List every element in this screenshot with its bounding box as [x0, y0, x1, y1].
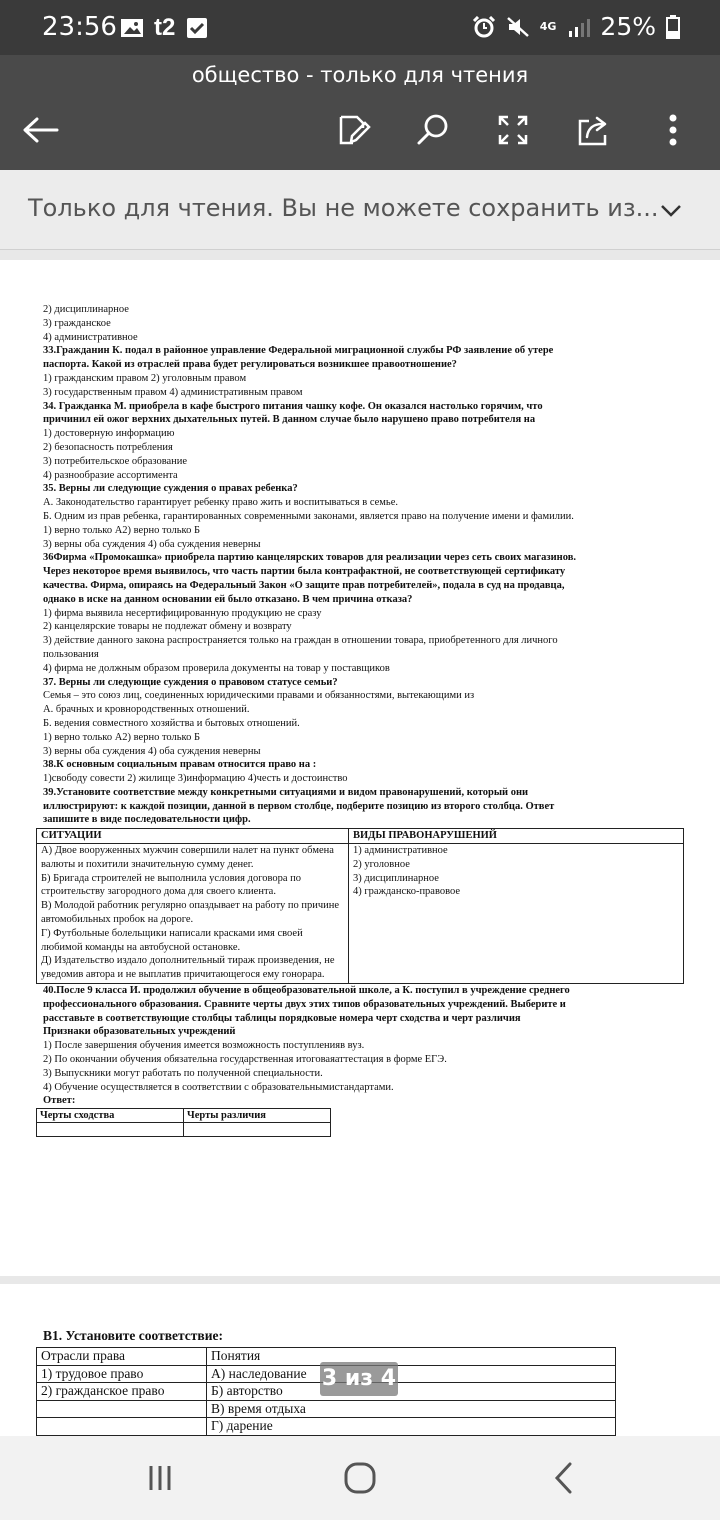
document-line: 1) гражданским правом 2) уголовным правом [43, 372, 247, 384]
document-line: 1) достоверную информацию [43, 428, 175, 440]
questions-block-bottom [43, 984, 683, 1108]
signal-icon [566, 16, 590, 38]
page-indicator: 3 из 4 [320, 1362, 398, 1396]
more-vertical-icon [668, 113, 678, 147]
table-header-situations: СИТУАЦИИ [37, 829, 349, 844]
table-header-offenses: ВИДЫ ПРАВОНАРУШЕНИЙ [349, 829, 684, 844]
battery-icon [666, 15, 680, 39]
search-button[interactable] [410, 107, 456, 153]
document-line: А. брачных и кровнородственных отношений. [43, 704, 250, 716]
document-line: 4) Обучение осуществляется в соответствии с образовательнымистандартами. [43, 1081, 394, 1093]
document-line: А. Законодательство гарантирует ребенку право жить и воспитываться в семье. [43, 497, 398, 509]
document-page [0, 260, 720, 1276]
app-toolbar [0, 55, 720, 170]
edit-button[interactable] [330, 107, 376, 153]
recent-apps-button[interactable] [140, 1458, 180, 1498]
document-line: 3) гражданское [43, 317, 111, 329]
document-line: расставьте в соответствующие столбцы таблицы порядковые номера черт сходства и черт различия [43, 1012, 521, 1024]
document-line: 2) По окончании обучения обязательна государственная итоговаяаттестация в форме ЕГЭ. [43, 1054, 447, 1066]
offense-item: 2) уголовное [353, 858, 410, 870]
fullscreen-icon [496, 113, 530, 147]
answer-col-differences: Черты различия [184, 1109, 331, 1123]
network-type: 4G [539, 19, 557, 33]
document-line: 39.Установите соответствие между конкретными ситуациями и видом правонарушений, который они [43, 786, 529, 798]
mute-icon [506, 16, 530, 38]
document-line: качества. Фирма, опираясь на Федеральный Закон «О защите прав потребителей», подала в суд на продавца, [43, 579, 565, 591]
document-line: 3) Выпускники могут работать по полученной специальности. [43, 1067, 323, 1079]
chevron-left-icon [552, 1461, 576, 1495]
document-title: общество - только для чтения [191, 63, 529, 87]
battery-percent: 25% [600, 12, 656, 41]
document-line: 4) разнообразие ассортимента [43, 469, 178, 481]
home-button[interactable] [340, 1458, 380, 1498]
document-line: Б. Одним из прав ребенка, гарантированных современными законами, является право на получение имени и фамилии. [43, 510, 574, 522]
offense-item: 3) дисциплинарное [353, 872, 439, 884]
chevron-down-icon[interactable] [658, 198, 684, 224]
document-page-next [0, 1284, 720, 1436]
offenses-cell [349, 844, 684, 984]
document-line: 3) государственным правом 4) административным правом [43, 386, 303, 398]
document-line: 2) безопасность потребления [43, 441, 173, 453]
document-line: профессионального образования. Сравните черты двух этих типов образовательных учреждений. Выберите и [43, 998, 566, 1010]
status-bar [0, 0, 720, 55]
offense-item: 1) административное [353, 845, 448, 857]
document-line: 4) административное [43, 331, 138, 343]
document-line: Ответ: [43, 1095, 76, 1107]
read-only-message: Только для чтения. Вы не можете сохранить из... [28, 194, 659, 222]
document-line: Через некоторое время выявилось, что часть партии была контрафактной, не соответствующей сертификату [43, 566, 566, 578]
b1-cell: 2) гражданское право [37, 1383, 207, 1401]
document-line: 2) дисциплинарное [43, 304, 129, 315]
task-b1-title: В1. Установите соответствие: [43, 1328, 223, 1343]
document-line: 4) фирма не должным образом проверила документы на товар у поставщиков [43, 662, 390, 674]
document-line: пользования [43, 648, 99, 660]
document-line: 37. Верны ли следующие суждения о правовом статусе семьи? [43, 676, 338, 688]
document-line: 1) верно только А2) верно только Б [43, 731, 201, 743]
status-time: 23:56 [42, 12, 117, 42]
b1-cell: 1) трудовое право [37, 1365, 207, 1383]
document-line: иллюстрируют: к каждой позиции, данной в первом столбце, подберите позицию из второго столбца. Ответ [43, 800, 555, 812]
document-line: запишите в виде последовательности цифр. [43, 814, 251, 826]
answer-cell [37, 1123, 184, 1137]
share-button[interactable] [570, 107, 616, 153]
status-left-icons [120, 14, 209, 42]
edit-document-icon [335, 112, 371, 148]
b1-header-branches: Отрасли права [37, 1348, 207, 1366]
answer-table [36, 1108, 331, 1137]
read-only-banner[interactable] [0, 170, 720, 250]
answer-cell [184, 1123, 331, 1137]
document-line: причинил ей ожог верхних дыхательных путей. В данном случае было нарушено право потребителя на [43, 414, 536, 426]
arrow-left-icon [21, 115, 61, 145]
document-line: 1) После завершения обучения имеется возможность поступленияв вуз. [43, 1040, 365, 1052]
carrier-label: t2 [154, 14, 176, 41]
alarm-icon [472, 16, 496, 38]
document-line: 3) действие данного закона распространяется только на граждан в отношении товара, приобретенного для личного [43, 635, 558, 647]
document-line: 3) потребительское образование [43, 455, 188, 467]
situation-item: Б) Бригада строителей не выполнила условия договора по строительству загородного дома для своего клиента. [41, 872, 302, 898]
recent-apps-icon [145, 1463, 175, 1493]
document-line: 36Фирма «Промокашка» приобрела партию канцелярских товаров для реализации через сеть своих магазинов. [43, 552, 576, 564]
document-line: 1) верно только А2) верно только Б [43, 524, 201, 536]
situations-table [36, 828, 684, 984]
b1-header-concepts: Понятия [207, 1348, 616, 1366]
document-line: 40.После 9 класса И. продолжил обучение в общеобразовательной школе, а К. поступил в учреждение среднего [43, 985, 570, 997]
status-right-icons [472, 12, 680, 41]
b1-cell: Г) дарение [207, 1418, 616, 1436]
fullscreen-button[interactable] [490, 107, 536, 153]
document-line: паспорта. Какой из отраслей права будет регулироваться возникшее правоотношение? [43, 359, 457, 371]
document-line: 35. Верны ли следующие суждения о правах ребенка? [43, 483, 298, 495]
situation-item: А) Двое вооруженных мужчин совершили налет на пункт обмена валюты и похитили значительную сумму денег. [41, 845, 334, 870]
back-nav-button[interactable] [544, 1458, 584, 1498]
questions-block-top [43, 303, 683, 827]
home-icon [343, 1461, 377, 1495]
document-line: 38.К основным социальным правам относится право на : [43, 759, 317, 771]
search-icon [415, 112, 451, 148]
document-content [40, 303, 683, 1137]
situations-cell [37, 844, 349, 984]
b1-cell: А) наследование [207, 1365, 616, 1383]
situation-item: В) Молодой работник регулярно опаздывает на работу по причине автомобильных пробок на дороге. [41, 900, 340, 926]
document-line: 34. Гражданка М. приобрела в кафе быстрого питания чашку кофе. Он оказался настолько горячим, что [43, 400, 543, 412]
document-line: однако в иске на данном основании ей было отказано. В чем причина отказа? [43, 593, 413, 605]
document-line: 2) канцелярские товары не подлежат обмену и возврату [43, 621, 292, 633]
b1-cell [37, 1400, 207, 1418]
back-button[interactable] [18, 107, 64, 153]
document-line: Б. ведения совместного хозяйства и бытовых отношений. [43, 717, 300, 729]
situation-item: Д) Издательство издало дополнительный тираж произведения, не уведомив автора и не выплатив причитающегося ему гонорара. [41, 955, 335, 981]
system-nav-bar [0, 1436, 720, 1520]
document-line: 1)свободу совести 2) жилище 3)информацию 4)честь и достоинство [43, 773, 348, 785]
b1-cell: Б) авторство [207, 1383, 616, 1401]
b1-cell [37, 1418, 207, 1436]
offense-item: 4) гражданско-правовое [353, 886, 461, 898]
situation-item: Г) Футбольные болельщики написали красками имя своей любимой команды на автобусной остановке. [41, 927, 303, 953]
b1-cell: В) время отдыха [207, 1400, 616, 1418]
document-line: 33.Гражданин К. подал в районное управление Федеральной миграционной службы РФ заявление об утере [43, 345, 554, 357]
document-line: 3) верны оба суждения 4) оба суждения неверны [43, 745, 261, 757]
share-icon [575, 113, 611, 147]
download-check-icon [185, 17, 209, 39]
document-line: 3) верны оба суждения 4) оба суждения неверны [43, 538, 261, 550]
document-line: Признаки образовательных учреждений [43, 1026, 236, 1038]
gallery-notification-icon [120, 17, 144, 39]
document-line: Семья – это союз лиц, соединенных юридическими правами и обязанностями, вытекающими из [43, 690, 475, 702]
answer-col-similarities: Черты сходства [37, 1109, 184, 1123]
more-options-button[interactable] [650, 107, 696, 153]
document-line: 1) фирма выявила несертифицированную продукцию не сразу [43, 607, 322, 619]
